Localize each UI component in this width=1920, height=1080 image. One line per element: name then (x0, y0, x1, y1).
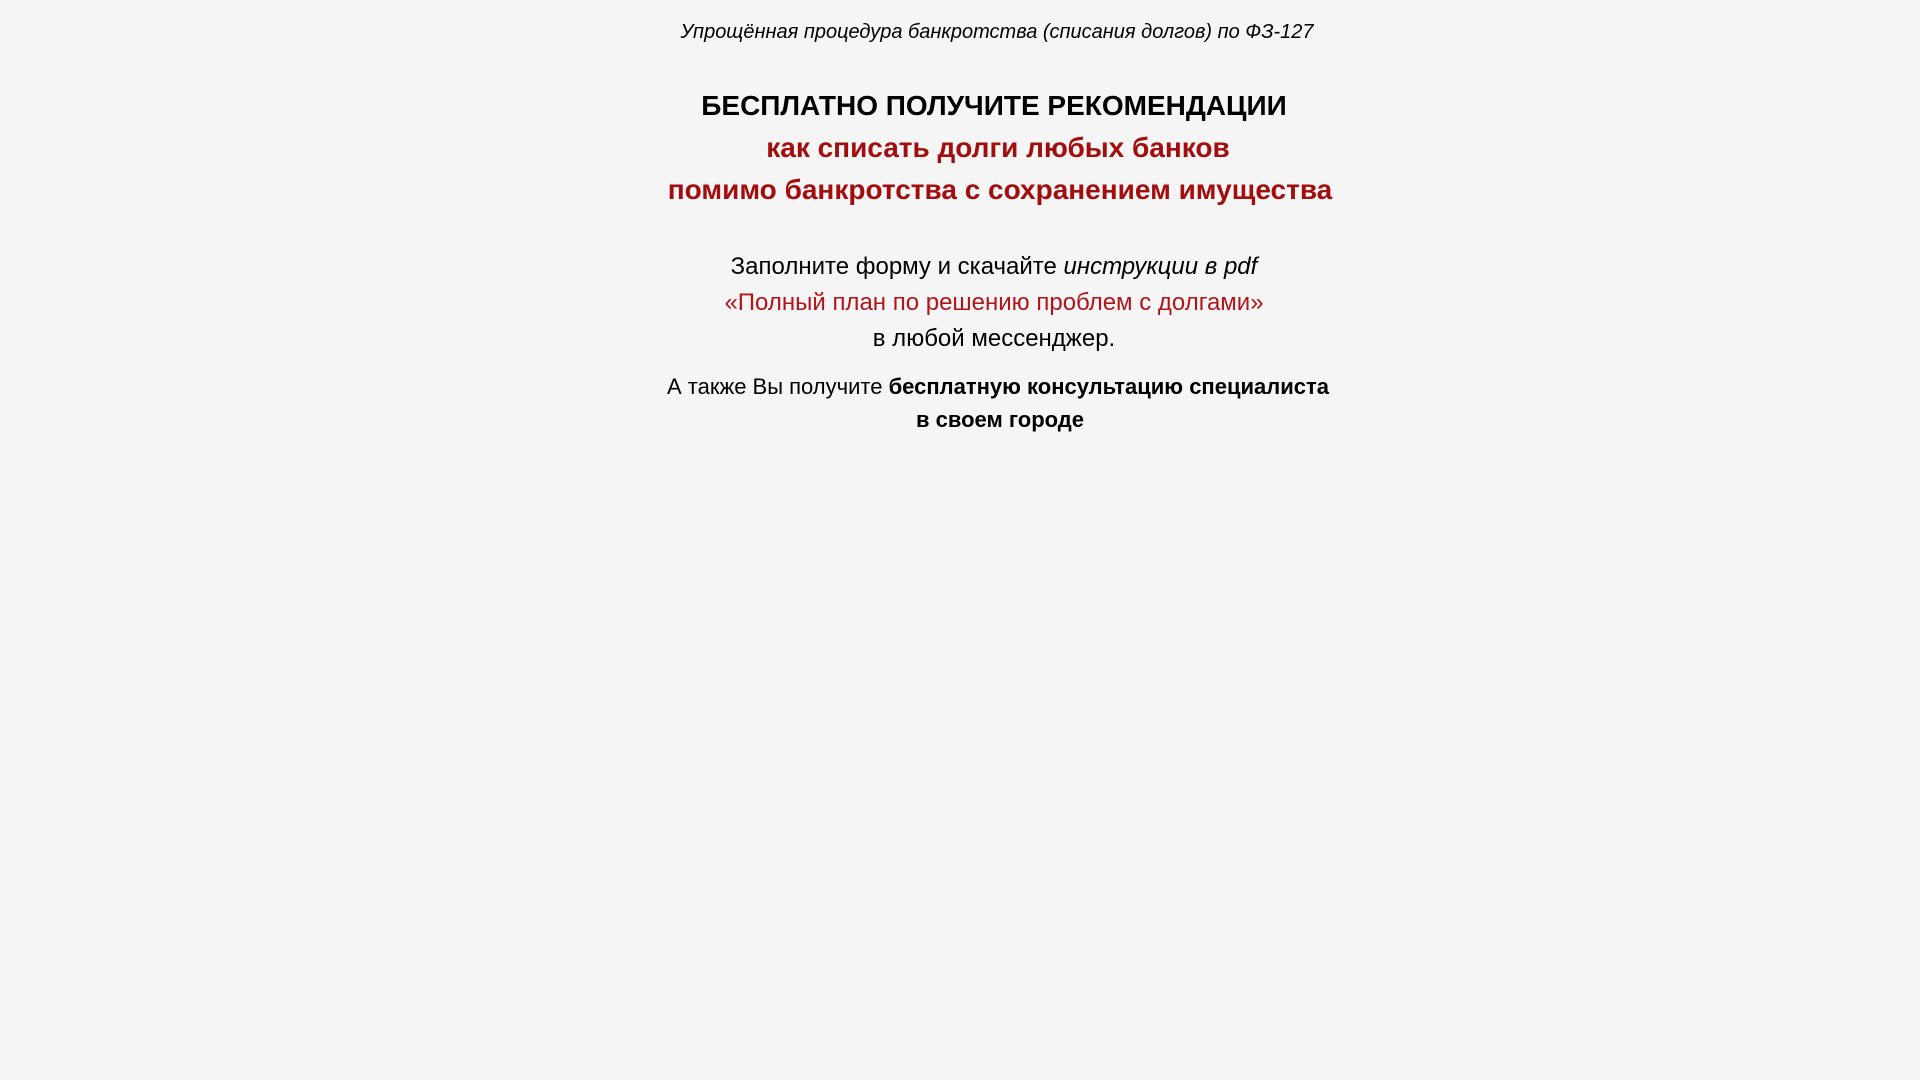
messenger-text: в любой мессенджер. (872, 325, 1116, 352)
headline-write-off-debts: как списать долги любых банков (766, 132, 1230, 163)
headline-keep-property: помимо банкротства с сохранением имущества (667, 174, 1333, 205)
consultation-offer (38, 373, 1920, 401)
headline-free-recommendations: БЕСПЛАТНО ПОЛУЧИТЕ РЕКОМЕНДАЦИИ (701, 90, 1287, 121)
consultation-city: в своем городе (916, 407, 1084, 432)
free-consultation-bold: бесплатную консультацию специалиста (888, 374, 1329, 399)
procedure-subtitle: Упрощённая процедура банкротства (списания долгов) по ФЗ-127 (680, 21, 1314, 43)
fill-form-instruction (34, 252, 1920, 282)
consultation-intro: А также Вы получите (667, 374, 889, 399)
fill-form-text: Заполните форму и скачайте (730, 253, 1064, 280)
plan-title: «Полный план по решению проблем с долгами» (724, 289, 1264, 316)
pdf-instructions-emphasis: инструкции в pdf (1063, 253, 1258, 280)
